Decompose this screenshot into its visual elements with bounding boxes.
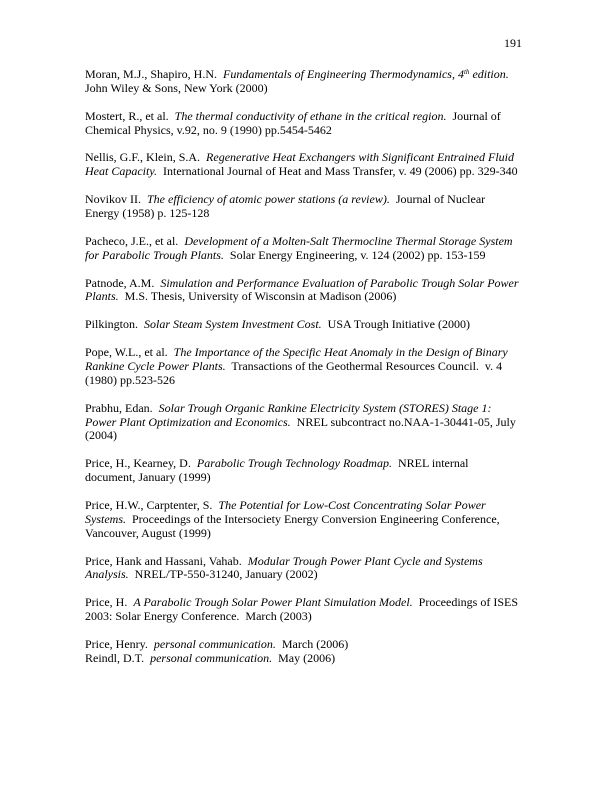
reference-entry bbox=[85, 277, 521, 305]
reference-title-segment: Regenerative Heat Exchangers with Significant Entrained Fluid Heat Capacity. bbox=[85, 150, 517, 179]
reference-text-segment: Journal of Chemical Physics, v.92, no. 9 (1990) pp.5454-5462 bbox=[85, 108, 504, 137]
reference-text-segment: Proceedings of the Intersociety Energy Conversion Engineering Conference, Vancouver, August (1999) bbox=[85, 511, 503, 540]
reference-text-segment: Novikov II. bbox=[85, 192, 147, 207]
reference-entry bbox=[85, 193, 521, 221]
reference-entry bbox=[85, 68, 521, 96]
reference-text-segment: Price, H., Kearney, D. bbox=[85, 456, 197, 471]
reference-entry bbox=[85, 652, 521, 666]
reference-text-segment: Prabhu, Edan. bbox=[85, 400, 159, 415]
reference-title-segment: Simulation and Performance Evaluation of Parabolic Trough Solar Power Plants. bbox=[85, 275, 522, 304]
reference-text-segment: Transactions of the Geothermal Resources Council. v. 4 (1980) pp.523-526 bbox=[85, 358, 506, 387]
reference-text-segment: Solar Energy Engineering, v. 124 (2002) pp. 153-159 bbox=[223, 247, 486, 262]
reference-text-segment: Pope, W.L., et al. bbox=[85, 345, 174, 360]
reference-title-segment: The thermal conductivity of ethane in the critical region. bbox=[174, 108, 447, 123]
reference-text-segment: John Wiley & Sons, New York (2000) bbox=[85, 67, 515, 95]
references-list bbox=[85, 68, 521, 666]
reference-entry bbox=[85, 402, 521, 444]
reference-title-segment: personal communication. bbox=[153, 636, 276, 651]
reference-text-segment: Moran, M.J., Shapiro, H.N. bbox=[85, 67, 223, 81]
reference-entry bbox=[85, 151, 521, 179]
reference-title-segment: th bbox=[463, 68, 470, 76]
reference-text-segment: Journal of Nuclear Energy (1958) p. 125-128 bbox=[85, 192, 489, 221]
reference-title-segment: The efficiency of atomic power stations (a review). bbox=[147, 192, 390, 207]
reference-title-segment: personal communication. bbox=[150, 650, 273, 665]
reference-title-segment: The Importance of the Specific Heat Anomaly in the Design of Binary Rankine Cycle Power Plants. bbox=[85, 345, 511, 373]
reference-entry bbox=[85, 318, 521, 332]
reference-entry bbox=[85, 499, 521, 541]
reference-text-segment: NREL subcontract no.NAA-1-30441-05, July (2004) bbox=[85, 414, 519, 443]
reference-text-segment: Proceedings of ISES 2003: Solar Energy Conference. March (2003) bbox=[85, 595, 521, 624]
reference-title-segment: A Parabolic Trough Solar Power Plant Simulation Model. bbox=[133, 595, 413, 610]
reference-title-segment: edition. bbox=[469, 67, 509, 81]
reference-text-segment: Price, H. bbox=[85, 595, 134, 610]
reference-text-segment: Pacheco, J.E., et al. bbox=[85, 233, 185, 248]
reference-entry bbox=[85, 346, 521, 388]
reference-title-segment: Parabolic Trough Technology Roadmap. bbox=[196, 456, 392, 471]
reference-entry bbox=[85, 555, 521, 583]
reference-entry bbox=[85, 235, 521, 263]
reference-entry bbox=[85, 638, 521, 652]
page-number: 191 bbox=[504, 36, 522, 50]
reference-title-segment: Fundamentals of Engineering Thermodynamics, 4 bbox=[223, 67, 464, 81]
reference-text-segment: NREL internal document, January (1999) bbox=[85, 456, 472, 485]
reference-text-segment: Reindl, D.T. bbox=[85, 650, 151, 665]
reference-text-segment: M.S. Thesis, University of Wisconsin at Madison (2006) bbox=[118, 289, 397, 304]
reference-text-segment: March (2006) bbox=[275, 636, 349, 651]
reference-text-segment: NREL/TP-550-31240, January (2002) bbox=[128, 567, 318, 582]
reference-entry bbox=[85, 110, 521, 138]
reference-text-segment: International Journal of Heat and Mass Transfer, v. 49 (2006) pp. 329-340 bbox=[157, 164, 518, 179]
reference-entry bbox=[85, 596, 521, 624]
reference-title-segment: Solar Trough Organic Rankine Electricity System (STORES) Stage 1: Power Plant Optimization and Economics. bbox=[85, 400, 495, 429]
reference-title-segment: Development of a Molten-Salt Thermocline Thermal Storage System for Parabolic Trough Plants. bbox=[85, 233, 516, 262]
reference-text-segment: USA Trough Initiative (2000) bbox=[321, 317, 470, 332]
reference-text-segment: Pilkington. bbox=[85, 317, 145, 332]
reference-title-segment: Modular Trough Power Plant Cycle and Systems Analysis. bbox=[85, 553, 486, 582]
reference-text-segment: Price, Henry. bbox=[85, 636, 154, 651]
reference-entry bbox=[85, 457, 521, 485]
reference-text-segment: Price, H.W., Carptenter, S. bbox=[85, 497, 219, 512]
reference-text-segment: May (2006) bbox=[272, 650, 336, 665]
reference-text-segment: Nellis, G.F., Klein, S.A. bbox=[85, 150, 207, 165]
reference-title-segment: Solar Steam System Investment Cost. bbox=[144, 317, 322, 332]
reference-text-segment: Mostert, R., et al. bbox=[85, 108, 175, 123]
reference-title-segment: The Potential for Low-Cost Concentrating Solar Power Systems. bbox=[85, 497, 489, 526]
reference-text-segment: Patnode, A.M. bbox=[85, 275, 161, 290]
reference-text-segment: Price, Hank and Hassani, Vahab. bbox=[85, 553, 248, 568]
